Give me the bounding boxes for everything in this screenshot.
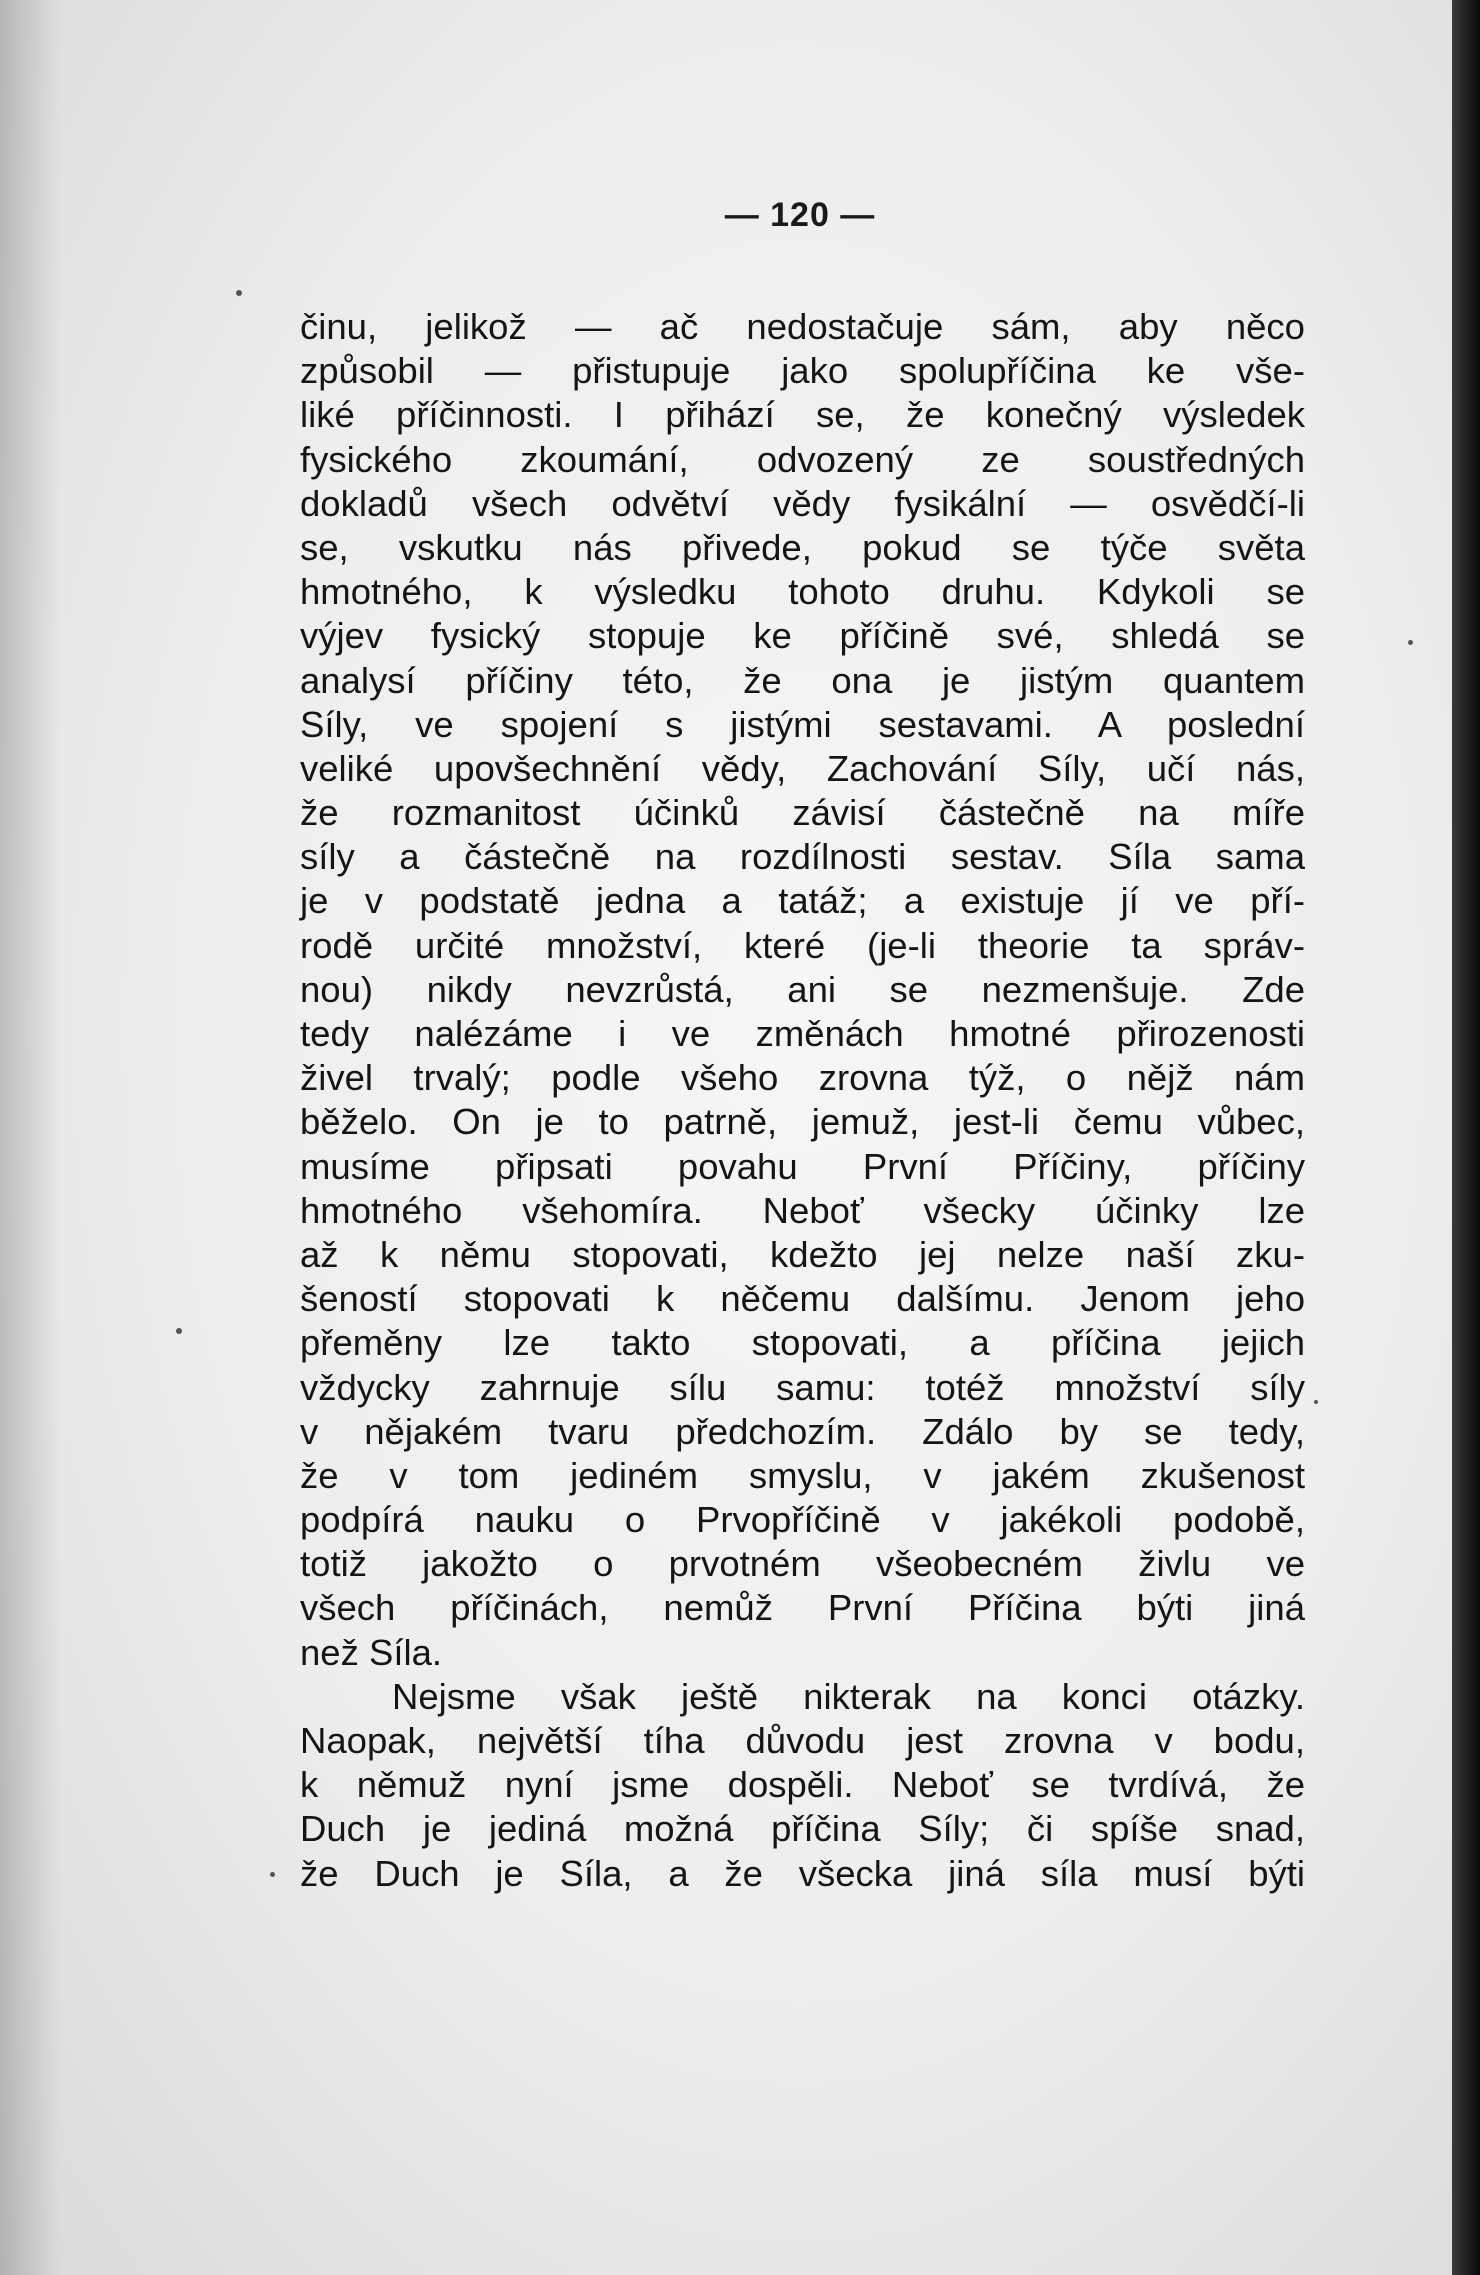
text-line: že v tom jediném smyslu, v jakém zkušenost [300,1454,1305,1496]
text-line: totiž jakožto o prvotném všeobecném živlu ve [300,1543,1305,1585]
text-line: způsobil — přistupuje jako spolupříčina ke vše- [300,350,1305,392]
text-line: živel trvalý; podle všeho zrovna týž, o nějž nám [300,1057,1305,1099]
dust-speck [1408,640,1413,645]
text-line: analysí příčiny této, že ona je jistým quantem [300,659,1305,701]
text-line: liké příčinnosti. I přihází se, že konečný výsledek [300,394,1305,436]
text-line: hmotného, k výsledku tohoto druhu. Kdykoli se [300,571,1305,613]
dust-speck [270,1872,275,1877]
page-edge [1452,0,1480,2275]
text-line: tedy nalézáme i ve změnách hmotné přirozenosti [300,1013,1305,1054]
page-number: — 120 — [724,196,876,234]
text-line: hmotného všehomíra. Neboť všecky účinky lze [300,1189,1305,1231]
dust-speck [236,290,242,296]
text-line: přeměny lze takto stopovati, a příčina jejich [300,1322,1305,1364]
binding-shadow [0,0,60,2275]
text-line: nou) nikdy nevzrůstá, ani se nezmenšuje. Zde [300,968,1305,1010]
paragraph-start-line: Nejsme však ještě nikterak na konci otázky. [392,1675,1305,1717]
text-line: vždycky zahrnuje sílu samu: totéž množství síly [300,1366,1305,1408]
paragraph-end-line: než Síla. [300,1631,443,1673]
text-line: Síly, ve spojení s jistými sestavami. A poslední [300,703,1305,745]
text-line: podpírá nauku o Prvopříčině v jakékoli podobě, [300,1499,1305,1541]
body-text [300,305,1305,1896]
text-line: fysického zkoumání, odvozený ze soustředných [300,438,1305,480]
text-line: až k němu stopovati, kdežto jej nelze naší zku- [300,1233,1305,1275]
text-line: je v podstatě jedna a tatáž; a existuje jí ve pří- [300,880,1305,922]
dust-speck [1314,1400,1318,1404]
text-line: Naopak, největší tíha důvodu jest zrovna v bodu, [300,1720,1305,1761]
text-line: činu, jelikož — ač nedostačuje sám, aby něco [300,306,1305,347]
text-line: v nějakém tvaru předchozím. Zdálo by se tedy, [300,1410,1305,1452]
dust-speck [176,1328,182,1334]
text-line: Duch je jediná možná příčina Síly; či spíše snad, [300,1808,1305,1850]
text-line: všech příčinách, nemůž První Příčina býti jiná [300,1587,1305,1629]
text-line: se, vskutku nás přivede, pokud se týče světa [300,526,1305,568]
text-line: běželo. On je to patrně, jemuž, jest-li čemu vůbec, [300,1101,1305,1143]
text-line: musíme připsati povahu První Příčiny, příčiny [300,1145,1305,1187]
text-line: síly a částečně na rozdílnosti sestav. Síla sama [300,836,1305,878]
text-line: k němuž nyní jsme dospěli. Neboť se tvrdívá, že [300,1764,1305,1806]
text-line: šeností stopovati k něčemu dalšímu. Jenom jeho [300,1278,1305,1320]
text-line: že Duch je Síla, a že všecka jiná síla musí býti [300,1852,1305,1894]
text-line: rodě určité množství, které (je-li theorie ta správ- [300,924,1305,966]
text-line: dokladů všech odvětví vědy fysikální — osvědčí-li [300,482,1305,524]
text-line: že rozmanitost účinků závisí částečně na míře [300,792,1305,834]
text-line: veliké upovšechnění vědy, Zachování Síly, učí nás, [300,747,1305,789]
text-line: výjev fysický stopuje ke příčině své, shledá se [300,615,1305,657]
